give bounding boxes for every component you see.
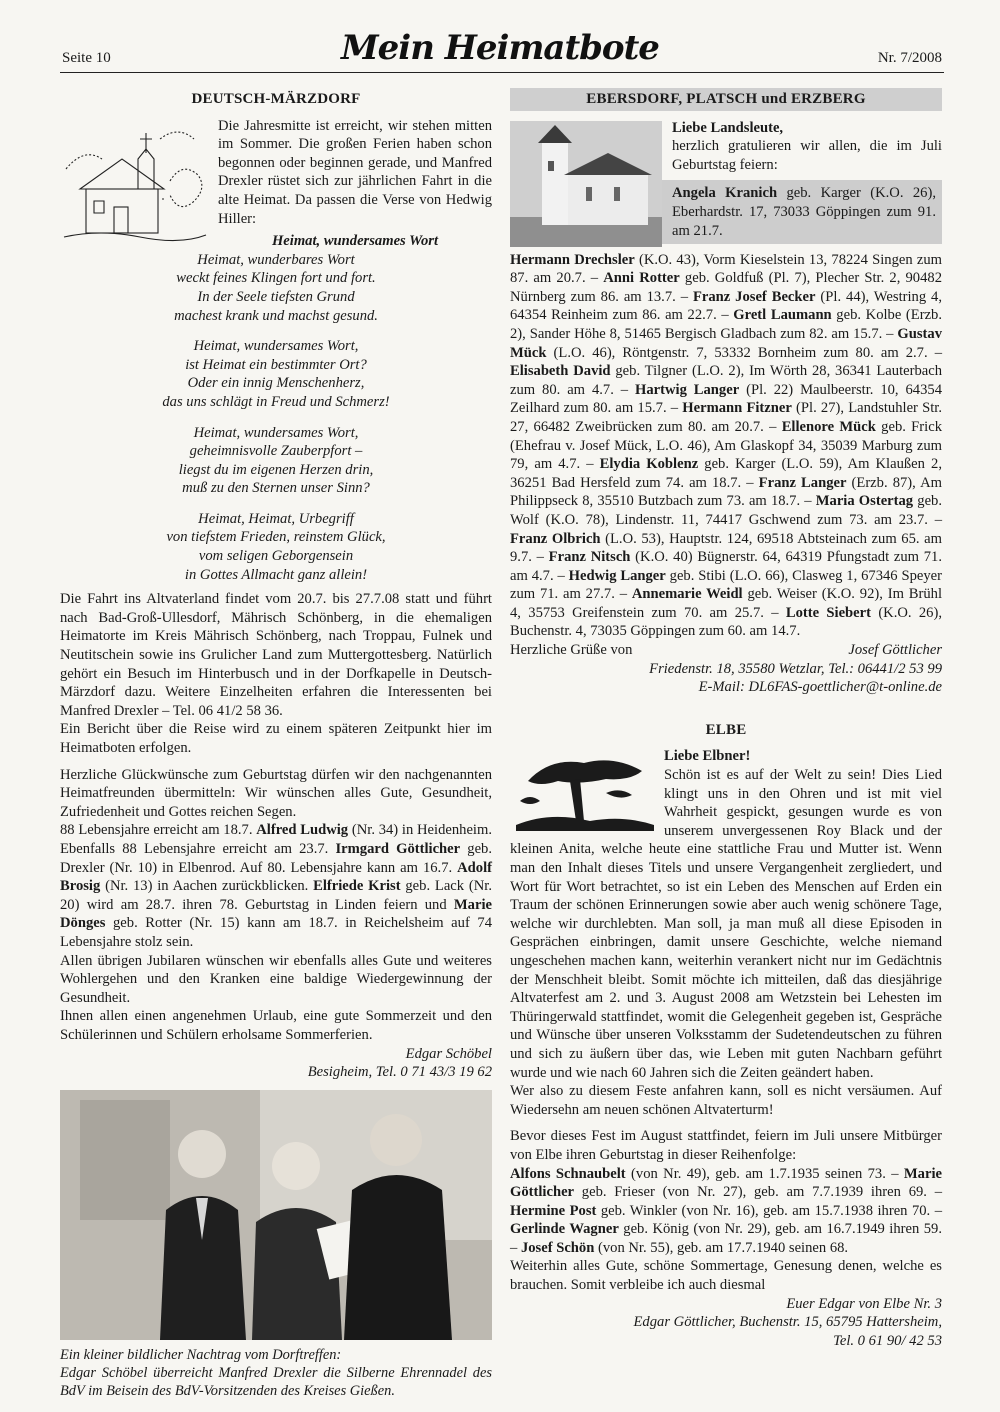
poem-line: Heimat, Heimat, Urbegriff (198, 510, 354, 527)
signature-phone: Tel. 0 61 90/ 42 53 (833, 1332, 942, 1349)
caption-line: Ein kleiner bildlicher Nachtrag vom Dorftreffen: (60, 1346, 342, 1363)
person-name: Alfred Ludwig (256, 822, 349, 839)
poem-line: Heimat, wundersames Wort, (193, 424, 359, 441)
poem-line: das uns schlägt in Freud und Schmerz! (162, 393, 390, 410)
poem-line: ist Heimat ein bestimmter Ort? (185, 356, 367, 373)
poem-line: weckt feines Klingen fort und fort. (176, 270, 376, 287)
right-column (510, 86, 942, 1350)
poem-line: In der Seele tiefsten Grund (197, 288, 355, 305)
signature-address: Edgar Göttlicher, Buchenstr. 15, 65795 Hattersheim, (633, 1314, 942, 1331)
signature-email: E-Mail: DL6FAS-goettlicher@t-online.de (698, 679, 942, 696)
page-number: Seite 10 (62, 50, 111, 66)
poem-line: liegst du im eigenen Herzen drin, (178, 461, 374, 478)
church-photo-image (510, 121, 662, 247)
holiday-text: Ihnen allen einen angenehmen Urlaub, eine gute Sommerzeit und den Schülerinnen und Schülern erholsame Sommerferien. (60, 1008, 492, 1043)
birthday-list: Hermann Drechsler (K.O. 43), Vorm Kieselstein 13, 78224 Singen zum 87. am 20.7. – Anni Rotter geb. Goldfuß (Pl. 7), Plecher Str. 2, 90482 Nürnberg zum 86. am 13.7. – Franz Josef Becker (Pl. 44), Westring 4, 64354 Reinheim zum 86. am 22.7. – Gretl Laumann geb. Kolbe (Erzb. 2), Sander Höhe 8, 51465 Bergisch Gladbach zum 82. am 15.7. – Gustav Mück (L.O. 46), Röntgenstr. 7, 53332 Bornheim zum 80. am 2.7. – Elisabeth David geb. Tilgner (L.O. 2), Im Wörth 28, 36341 Lauterbach zum 80. am 4.7. – Hartwig Langer (Pl. 22) Maulbeerstr. 10, 64354 Zeilhard zum 80. am 15.7. – Hermann Fitzner (Pl. 27), Landstuhler Str. 27, 66482 Zweibrücken zum 80. am 20.7. – Ellenore Mück geb. Frick (Ehefrau v. Josef Mück, L.O. 46), Am Glaskopf 34, 35039 Marburg zum 79, am 4.7. – Elydia Koblenz geb. Karger (L.O. 59), Am Klaußen 2, 36251 Bad Hersfeld zum 74. am 18.7. – Franz Langer (Erzb. 87), Am Philippseck 8, 35510 Butzbach zum 73. am 18.7. – Maria Ostertag geb. Wolf (K.O. 78), Lindenstr. 11, 74417 Gschwend zum 73. am 23.7. – Franz Olbrich (L.O. 53), Hauptstr. 124, 69518 Abtsteinach zum 65. am 9.7. – Franz Nitsch (K.O. 40) Bügnerstr. 64, 64319 Pfungstadt zum 71. am 4.7. – Hedwig Langer geb. Stibi (L.O. 66), Clasweg 1, 67346 Speyer zum 71. am 27.7. – Annemarie Weidl geb. Weiser (K.O. 92), Im Brühl 4, 35753 Greifenstein zum 70. am 25.7. – Lotte Siebert (K.O. 26), Buchenstr. 4, 73035 Göppingen zum 60. am 14.7. (510, 251, 943, 640)
poem-line: machest krank und machst gesund. (174, 307, 378, 324)
award-photo-image (60, 1090, 492, 1340)
person-name: Marie Dönges (60, 896, 492, 932)
regards-text: Herzliche Grüße von (510, 642, 633, 659)
elbe-text: Schön ist es auf der Welt zu sein! Dies Lied klingt uns in den Ohren und ist mit viel Wahrheit gespickt, gesungen wurde es von unserem unvergessenen Roy Black und der kleinen Anita, welche heute eine stattliche Frau und Mutter ist. Wenn man den Inhalt dieses Titels und unsere Vergangenheit zergliedert, und Wort für Wort betrachtet, so ist ein Leben des Menschen auf Erden ein Traum der schönen Erinnerungen sowie aber auch wenig schönere Tage, welche wir durchlebten. Man soll, ja man muß all diese Episoden in Gesprächen einbringen, damit unsere Geschichte, welche niemand ungeschehen machen kann, weiterhin verankert nicht nur im Gedächtnis der Menschheit bleibt. Somit möchte ich mitteilen, daß das diesjährige Altvaterfest am 2. und 3. August 2008 am Wetzstein bei Lehesten im Thüringerwald stattfindet, womit die Gelegenheit gegeben ist, Gespräche und Wünsche über unseren Volksstamm der Sudetendeutschen zu führen und sich zu äußern über das, wie Leben mit guten Nachbarn geführt wurde und wie nach 60 Jahren sich die Zeiten geändert haben. (510, 767, 942, 1081)
signature-line: Euer Edgar von Elbe Nr. 3 (786, 1295, 942, 1312)
person-name: Adolf Brosig (60, 859, 492, 895)
elbe-greeting: Liebe Elbner! (664, 748, 751, 765)
issue-number: Nr. 7/2008 (877, 50, 942, 66)
person-name: Angela Kranich (672, 185, 778, 202)
signature-row (510, 641, 942, 660)
trip-text: Die Fahrt ins Altvaterland findet vom 20.7. bis 27.7.08 statt und führt nach Bad-Groß-Ullesdorf, Mährisch Schönberg, in die ehemaligen Heimatorte im Kreis Mährisch Schönberg, nach Troppau, Fulnek und Neutitschein sowie ins Grulicher Land zum Muttergottesberg. Natürlich gehört ein Besuch im Hinterbusch und in der Dorfkapelle in Deutsch-Märzdorf dazu. Weitere Einzelheiten erfahren die Interessenten bei Manfred Drexler – Tel. 06 41/2 58 36. (60, 591, 492, 719)
poem-line: Oder ein innig Menschenherz, (187, 375, 365, 392)
poem-line: muß zu den Sternen unser Sinn? (182, 480, 370, 497)
report-text: Ein Bericht über die Reise wird zu einem späteren Zeitpunkt hier im Heimatboten erfolgen. (60, 721, 492, 756)
poem-line: Heimat, wundersames Wort, (193, 338, 359, 355)
poem-line: Heimat, wunderbares Wort (197, 251, 355, 268)
header-rule (60, 72, 944, 73)
birthday-paragraph: 88 Lebensjahre erreicht am 18.7. Alfred Ludwig (Nr. 34) in Heidenheim. Ebenfalls 88 Lebensjahre erreicht am 23.7. Irmgard Göttlicher geb. Drexler (Nr. 10) in Elbenrod. Auf 80. Lebensjahre kann am 16.7. Adolf Brosig (Nr. 13) in Aachen zurückblicken. Elfriede Krist geb. Lack (Nr. 20) wird am 28.7. ihren 78. Geburtstag in Linden feiern und Marie Dönges geb. Rotter (Nr. 15) kann am 18.7. in Reichelsheim auf 74 Lebensjahre stolz sein. (60, 822, 492, 950)
poem-line: geheimnisvolle Zauberpfort – (189, 443, 363, 460)
left-column (60, 86, 492, 1400)
intro-text: Die Jahresmitte ist erreicht, wir stehen mitten im Sommer. Die großen Ferien haben schon begonnen oder beginnen gerade, und Manfred Drexler rüstet sich zur jährlichen Fahrt in die alte Heimat. Da passen die Verse von Hedwig Hiller: (218, 117, 492, 227)
highlight-box: Angela Kranich geb. Karger (K.O. 26), Eberhardstr. 17, 73033 Göppingen zum 91. am 21.7. (510, 180, 942, 244)
signature-name: Josef Göttlicher (848, 642, 942, 659)
poem-line: vom seligen Geborgensein (198, 548, 354, 565)
poem (60, 232, 492, 584)
others-text: Allen übrigen Jubilaren wünschen wir ebenfalls alles Gute und weiteres Wohlergehen und den Kranken eine baldige Wiedergewinnung der Gesundheit. (60, 952, 492, 1006)
chapel-sketch-icon (60, 119, 210, 247)
greeting: Liebe Landsleute, (672, 119, 784, 136)
signature-address: Friedenstr. 18, 35580 Wetzlar, Tel.: 06441/2 53 99 (649, 660, 942, 677)
section-title-elbe: ELBE (705, 721, 747, 738)
person-name: Irmgard Göttlicher (335, 840, 461, 857)
elbe-birthday-list: Alfons Schnaubelt (von Nr. 49), geb. am 1.7.1935 seinen 73. – Marie Göttlicher geb. Frieser (von Nr. 27), geb. am 7.7.1939 ihren 69. – Hermine Post geb. Winkler (von Nr. 16), geb. am 15.7.1938 ihren 70. – Gerlinde Wagner geb. König (von Nr. 29), geb. am 16.7.1949 ihren 59. – Josef Schön (von Nr. 55), geb. am 17.7.1940 seinen 68. (510, 1165, 942, 1256)
poem-line: von tiefstem Frieden, reinstem Glück, (166, 529, 386, 546)
masthead-logo: Mein Heimatbote (341, 28, 659, 68)
signature-address: Besigheim, Tel. 0 71 43/3 19 62 (307, 1064, 492, 1081)
poem-title: Heimat, wundersames Wort (271, 233, 439, 250)
photo-caption (60, 1346, 492, 1400)
greeting-text: herzlich gratulieren wir allen, die im Juli Geburtstag feiern: (672, 138, 942, 173)
landscape-sketch-icon (510, 751, 658, 837)
poem-line: in Gottes Allmacht ganz allein! (184, 566, 368, 583)
award-photo (60, 1090, 492, 1340)
signature-name: Edgar Schöbel (405, 1045, 492, 1062)
elbe-close: Weiterhin alles Gute, schöne Sommertage, Genesung denen, welche es brauchen. Somit verbleibe ich auch diesmal (510, 1258, 942, 1294)
section-title-ebersdorf: EBERSDORF, PLATSCH und ERZBERG (510, 88, 942, 111)
church-photo (510, 121, 662, 247)
elbe-before: Bevor dieses Fest im August stattfindet, feiern im Juli unsere Mitbürger von Elbe ihren Geburtstag in dieser Reihenfolge: (510, 1128, 942, 1163)
caption-line: Edgar Schöbel überreicht Manfred Drexler die Silberne Ehrennadel des BdV im Beisein des BdV-Vorsitzenden des Kreises Gießen. (60, 1364, 492, 1399)
elbe-invite: Wer also zu diesem Feste anfahren kann, soll es nicht versäumen. Auf Wiedersehn am neuen schönen Altvaterturm! (510, 1083, 942, 1118)
congrats-text: Herzliche Glückwünsche zum Geburtstag dürfen wir den nachgenannten Heimatfreunden übermitteln: Wir wünschen alles Gute, Gesundheit, Zufriedenheit und Gottes reichen Segen. (60, 766, 492, 820)
person-name: Elfriede Krist (313, 878, 401, 895)
section-title-deutsch-maerzdorf: DEUTSCH-MÄRZDORF (191, 91, 361, 107)
